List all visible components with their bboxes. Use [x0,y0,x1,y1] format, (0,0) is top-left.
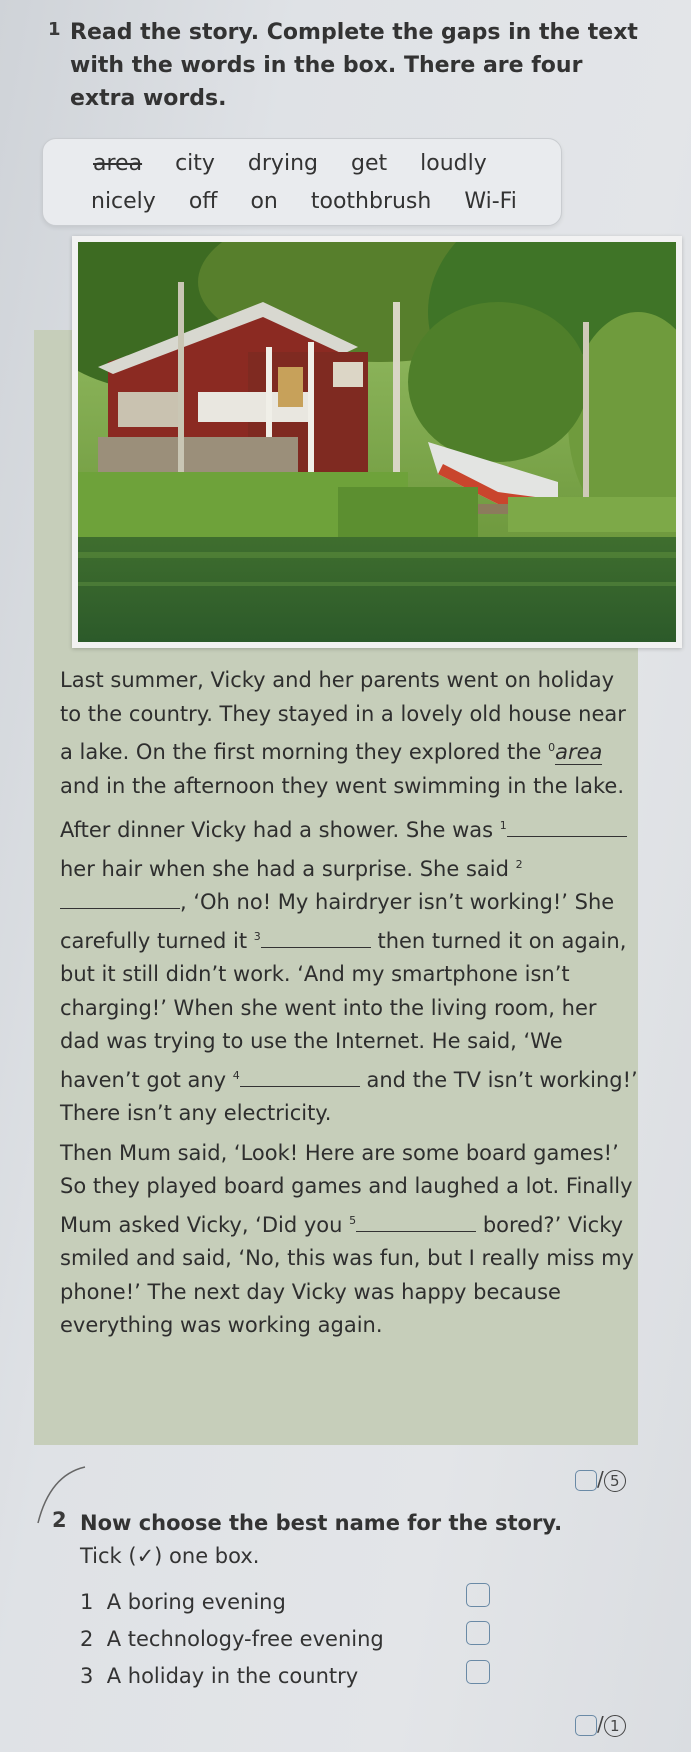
word-toothbrush: toothbrush [310,189,432,214]
word-off: off [188,189,218,214]
word-box [42,138,562,226]
gap-5-number: 5 [349,1213,357,1227]
story-text [60,664,640,1349]
score-2-total: 1 [604,1715,626,1737]
option-3-checkbox[interactable] [466,1660,490,1684]
score-1-box[interactable] [575,1470,597,1491]
example-number: 0 [548,741,556,754]
word-box-row-1 [93,151,513,176]
gap-3-number: 3 [253,929,261,943]
option-1: 1 A boring evening [80,1590,286,1614]
word-area: area [93,151,143,176]
word-loudly: loudly [420,151,487,176]
exercise-2-number: 2 [52,1508,67,1532]
gap-4-blank[interactable] [240,1068,360,1087]
option-2-checkbox[interactable] [466,1621,490,1645]
exercise-1-instruction: Read the story. Complete the gaps in the text with the words in the box. There are four extra words. [70,20,638,111]
gap-3-blank[interactable] [261,929,371,948]
word-on: on [250,189,278,214]
word-wifi: Wi-Fi [464,189,517,214]
exercise-2-score: / 1 [575,1712,626,1737]
word-city: city [175,151,215,176]
word-box-row-2 [91,189,543,214]
gap-1-blank[interactable] [507,818,627,837]
gap-5-blank[interactable] [356,1213,476,1232]
lake-house-image [78,242,676,642]
word-get: get [350,151,388,176]
exercise-1-score: / 5 [575,1467,626,1492]
option-1-checkbox[interactable] [466,1583,490,1607]
story-paragraph-3: Then Mum said, ‘Look! Here are some board games!’ So they played board games and laughed a lot. Finally Mum asked Vicky, ‘Did you $^5$ bored?’ Vicky smiled and said, ‘No, this was fun, but I really miss my phone!’ The next day Vicky was happy because everything was working again. [60,1140,634,1337]
lake-house-photo [72,236,682,648]
story-paragraph-2: After dinner Vicky had a shower. She was $^1$ her hair when she had a surprise. She said $^2$, ‘Oh no! My hairdryer isn’t working!’ She carefully turned it $^3$ then turned it on again, but it still didn’t work. ‘And my smartphone isn’t charging!’ When she went into the living room, her dad was trying to use the Internet. He said, ‘We haven’t got any $^4$ and the TV isn’t working!’ There isn’t any electricity. [60,818,638,1125]
option-3: 3 A holiday in the country [80,1664,359,1688]
gap-4-number: 4 [232,1068,240,1082]
gap-2-number: 2 [515,857,523,871]
word-nicely: nicely [91,189,156,214]
option-2: 2 A technology-free evening [80,1627,384,1651]
exercise-1-number: 1 [48,19,61,40]
word-drying: drying [247,151,318,176]
score-2-box[interactable] [575,1715,597,1736]
score-1-total: 5 [604,1470,626,1492]
gap-1-number: 1 [499,819,507,832]
exercise-2-instruction: Now choose the best name for the story. Tick (✓) one box. [80,1511,563,1568]
story-paragraph-1: Last summer, Vicky and her parents went on holiday to the country. They stayed in a lovely old house near a lake. On the first morning they explored the $^0$area and in the afternoon they went swimming in the lake. [60,668,626,798]
example-answer: area [555,740,603,764]
gap-2-blank[interactable] [60,890,180,909]
